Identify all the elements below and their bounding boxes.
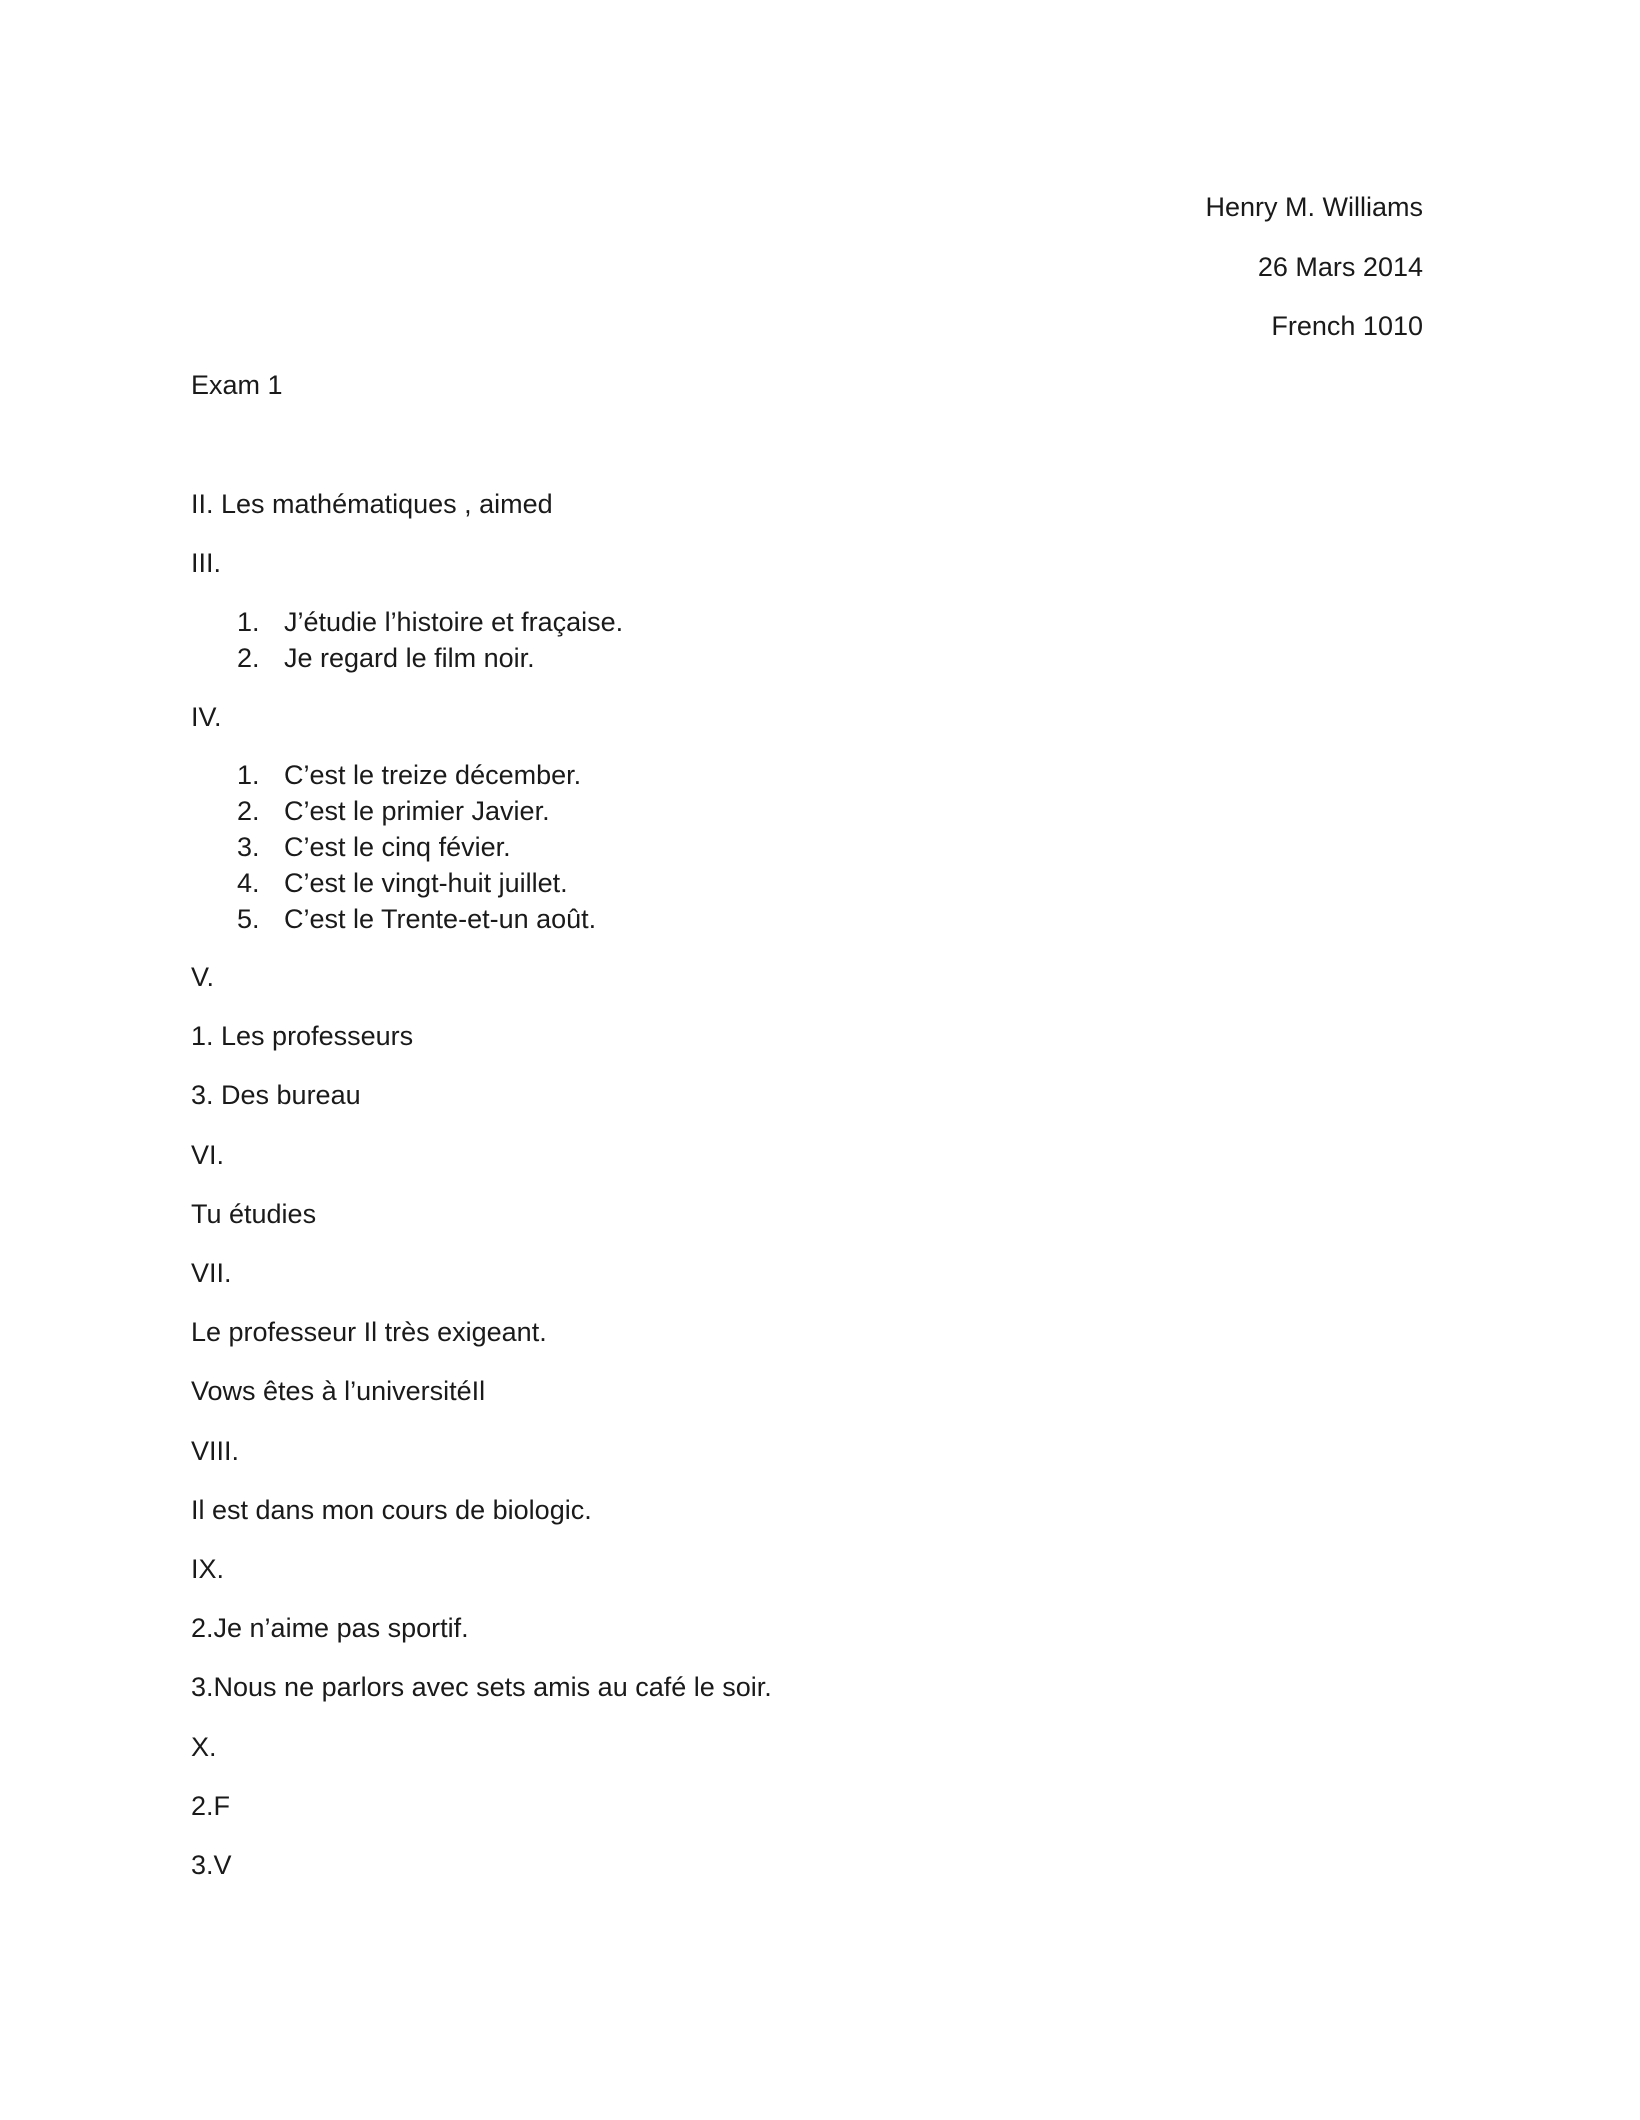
list-item-text: C’est le primier Javier. xyxy=(284,796,550,826)
section-6-heading: VI. xyxy=(191,1140,225,1170)
list-item xyxy=(237,793,596,829)
list-item-number: 1. xyxy=(237,607,260,637)
list-item-number: 1. xyxy=(237,760,260,790)
student-name: Henry M. Williams xyxy=(1205,192,1423,222)
section-6-answer-1: Tu étudies xyxy=(191,1199,317,1229)
list-item-text: C’est le cinq févier. xyxy=(284,832,511,862)
section-10-answer-1: 2.F xyxy=(191,1791,231,1821)
section-5-answer-1: 1. Les professeurs xyxy=(191,1021,414,1051)
list-item-text: Je regard le film noir. xyxy=(284,643,535,673)
section-9-heading: IX. xyxy=(191,1554,225,1584)
list-item xyxy=(237,829,596,865)
section-10-heading: X. xyxy=(191,1732,217,1762)
section-8-answer-1: Il est dans mon cours de biologic. xyxy=(191,1495,592,1525)
section-5-answer-2: 3. Des bureau xyxy=(191,1080,361,1110)
list-item xyxy=(237,901,596,937)
list-item-text: C’est le Trente-et-un août. xyxy=(284,904,597,934)
section-5-heading: V. xyxy=(191,962,215,992)
section-7-answer-1: Le professeur Il très exigeant. xyxy=(191,1317,547,1347)
list-item-text: C’est le vingt-huit juillet. xyxy=(284,868,568,898)
list-item-number: 2. xyxy=(237,643,260,673)
section-10-answer-2: 3.V xyxy=(191,1850,232,1880)
section-9-answer-2: 3.Nous ne parlors avec sets amis au café le soir. xyxy=(191,1672,772,1702)
section-7-heading: VII. xyxy=(191,1258,232,1288)
document-title: Exam 1 xyxy=(191,370,283,400)
section-9-answer-1: 2.Je n’aime pas sportif. xyxy=(191,1613,469,1643)
list-item-text: J’étudie l’histoire et fraçaise. xyxy=(284,607,624,637)
section-4-list xyxy=(237,757,596,937)
section-7-answer-2: Vows êtes à l’universitéIl xyxy=(191,1376,486,1406)
list-item-text: C’est le treize décember. xyxy=(284,760,582,790)
list-item xyxy=(237,865,596,901)
course-name: French 1010 xyxy=(1271,311,1423,341)
exam-date: 26 Mars 2014 xyxy=(1257,252,1423,282)
list-item-number: 3. xyxy=(237,832,260,862)
list-item xyxy=(237,640,623,676)
section-2-answer: II. Les mathématiques , aimed xyxy=(191,489,553,519)
section-3-heading: III. xyxy=(191,548,222,578)
list-item xyxy=(237,604,623,640)
section-3-list xyxy=(237,604,623,676)
section-4-heading: IV. xyxy=(191,702,222,732)
list-item-number: 5. xyxy=(237,904,260,934)
list-item-number: 2. xyxy=(237,796,260,826)
section-8-heading: VIII. xyxy=(191,1436,240,1466)
list-item-number: 4. xyxy=(237,868,260,898)
list-item xyxy=(237,757,596,793)
